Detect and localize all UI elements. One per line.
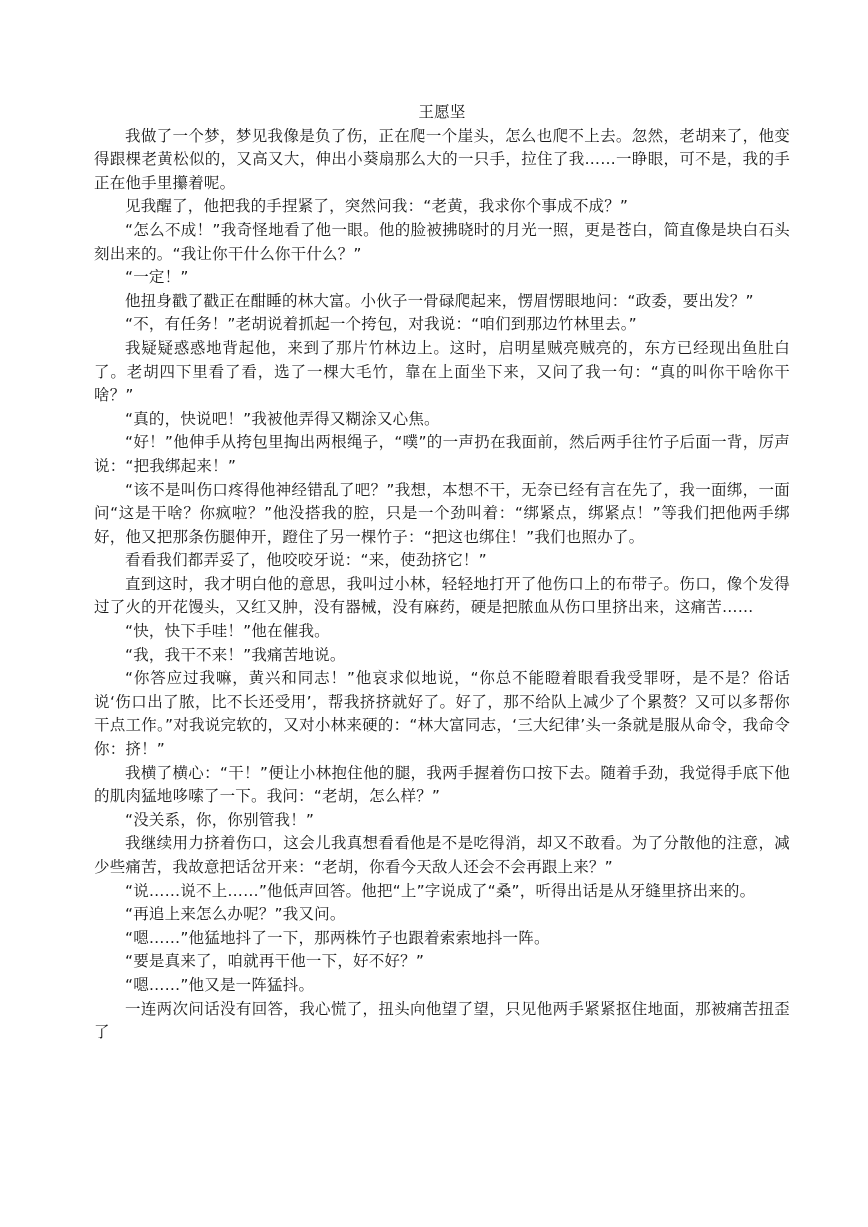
paragraph: 我疑疑惑惑地背起他，来到了那片竹林边上。这时，启明星贼亮贼亮的，东方已经现出鱼肚白了。老胡四下里看了看，选了一棵大毛竹，靠在上面坐下来，又问了我一句：“真的叫你干啥你干啥？” xyxy=(94,338,790,405)
paragraph: 我继续用力挤着伤口，这会儿我真想看看他是不是吃得消，却又不敢看。为了分散他的注意，减少些痛苦，我故意把话岔开来：“老胡，你看今天敌人还会不会再跟上来？” xyxy=(94,834,790,876)
paragraph: “一定！” xyxy=(125,268,189,287)
paragraph: “不，有任务！”老胡说着抓起一个挎包，对我说：“咱们到那边竹林里去。” xyxy=(125,315,637,334)
paragraph: “要是真来了，咱就再干他一下，好不好？” xyxy=(125,952,425,971)
paragraph: 见我醒了，他把我的手捏紧了，突然问我：“老黄，我求你个事成不成？” xyxy=(125,197,629,216)
paragraph: “怎么不成！”我奇怪地看了他一眼。他的脸被拂晓时的月光一照，更是苍白，简直像是块白石头刻出来的。“我让你干什么你干什么？” xyxy=(94,220,790,263)
paragraph: 看看我们都弄妥了，他咬咬牙说：“来，使劲挤它！” xyxy=(125,551,487,570)
paragraph: “快，快下手哇！”他在催我。 xyxy=(125,622,330,641)
paragraph: “你答应过我嘛，黄兴和同志！”他哀求似地说，“你总不能瞪着眼看我受罪呀，是不是？俗话说‘伤口出了脓，比不长还受用’，帮我挤挤就好了。好了，那不给队上减少了个累赘？又可以多帮你干点工作。”对我说完软的，又对小林来硬的：“林大富同志，‘三大纪律’头一条就是服从命令，我命令你：挤！” xyxy=(94,669,790,759)
paragraph: 一连两次问话没有回答，我心慌了，扭头向他望了望，只见他两手紧紧抠住地面，那被痛苦扭歪了 xyxy=(94,999,790,1042)
paragraph: 我横了横心：“干！”便让小林抱住他的腿，我两手握着伤口按下去。随着手劲，我觉得手底下他的肌肉猛地哆嗦了一下。我问：“老胡，怎么样？” xyxy=(94,763,790,806)
paragraph: “再追上来怎么办呢？”我又问。 xyxy=(125,905,346,924)
paragraph: “该不是叫伤口疼得他神经错乱了吧？”我想，本想不干，无奈已经有言在先了，我一面绑，一面问“这是干啥？你疯啦？”他没搭我的腔，只是一个劲叫着：“绑紧点，绑紧点！”等我们把他两手绑好，他又把那条伤腿伸开，蹬住了另一棵竹子：“把这也绑住！”我们也照办了。 xyxy=(94,480,790,546)
paragraph: “说……说不上……”他低声回答。他把“上”字说成了“桑”，听得出话是从牙缝里挤出来的。 xyxy=(125,881,756,900)
paragraph: 他扭身戳了戳正在酣睡的林大富。小伙子一骨碌爬起来，愣眉愣眼地问：“政委，要出发？” xyxy=(125,291,754,310)
paragraph: 我做了一个梦，梦见我像是负了伤，正在爬一个崖头，怎么也爬不上去。忽然，老胡来了，他变得跟棵老黄松似的，又高又大，伸出小葵扇那么大的一只手，拉住了我……一睁眼，可不是，我的手正在他手里攥着呢。 xyxy=(94,126,790,192)
paragraph: “没关系，你，你别管我！” xyxy=(125,810,315,829)
document-title: 王愿坚 xyxy=(418,103,466,121)
paragraph: 直到这时，我才明白他的意思，我叫过小林，轻轻地打开了他伤口上的布带子。伤口，像个发得过了火的开花馒头，又红又肿，没有器械，没有麻药，硬是把脓血从伤口里挤出来，这痛苦…… xyxy=(94,574,790,617)
document-body xyxy=(94,101,790,1045)
paragraph: “真的，快说吧！”我被他弄得又糊涂又心焦。 xyxy=(125,409,440,428)
paragraph: “好！”他伸手从挎包里掏出两根绳子，“噗”的一声扔在我面前，然后两手往竹子后面一背，厉声说：“把我绑起来！” xyxy=(94,433,790,475)
paragraph: “嗯……”他又是一阵猛抖。 xyxy=(125,975,315,994)
paragraph: “嗯……”他猛地抖了一下，那两株竹子也跟着索索地抖一阵。 xyxy=(125,928,550,947)
paragraph: “我，我干不来！”我痛苦地说。 xyxy=(125,645,346,664)
